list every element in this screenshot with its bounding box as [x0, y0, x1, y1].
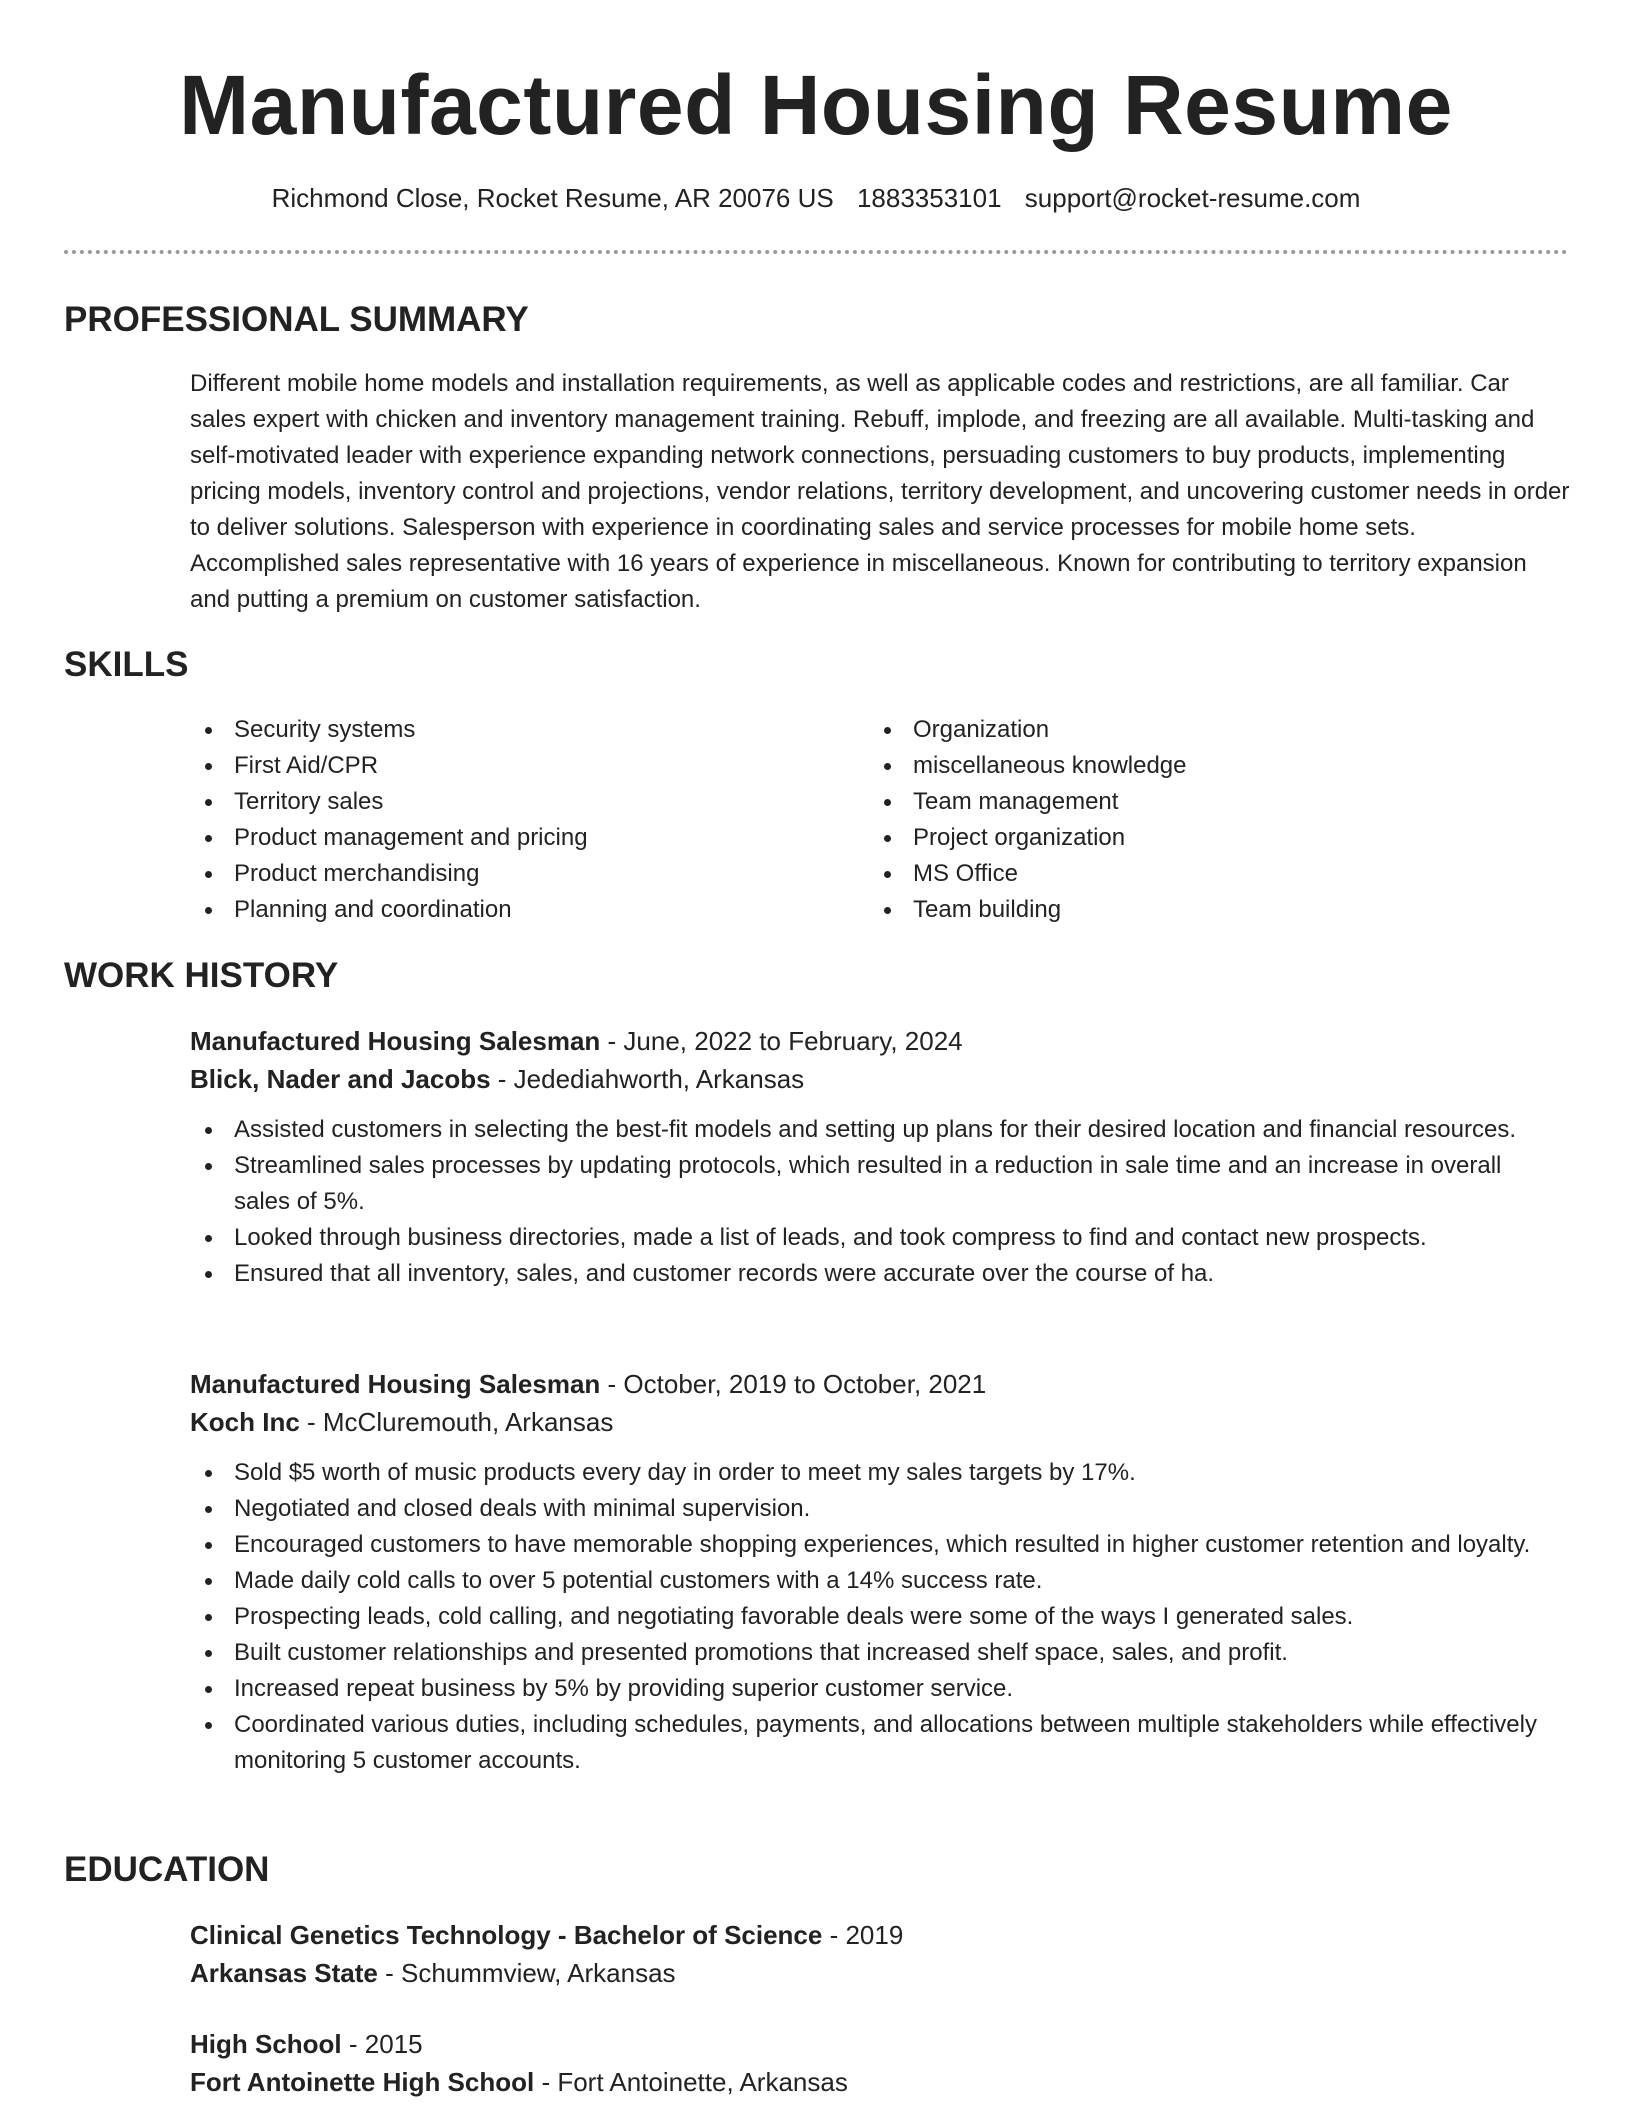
- degree-line: [190, 2025, 1570, 2063]
- job-entry: [190, 1365, 1570, 1779]
- school-line: [190, 1954, 1570, 1992]
- contact-address: Richmond Close, Rocket Resume, AR 20076 US: [271, 183, 834, 213]
- skill-item: First Aid/CPR: [190, 748, 850, 784]
- job-bullet: Ensured that all inventory, sales, and customer records were accurate over the course of ha.: [190, 1256, 1560, 1292]
- school-name: Fort Antoinette High School: [190, 2067, 535, 2097]
- contact-line: [0, 180, 1632, 216]
- job-bullet: Built customer relationships and presented promotions that increased shelf space, sales, and profit.: [190, 1635, 1560, 1671]
- degree-line: [190, 1916, 1570, 1954]
- work-heading: WORK HISTORY: [64, 956, 339, 995]
- skills-list-right: [869, 712, 1529, 928]
- job-title: Manufactured Housing Salesman: [190, 1369, 601, 1399]
- school-name: Arkansas State: [190, 1958, 378, 1988]
- skill-item: Product management and pricing: [190, 820, 850, 856]
- job-location: - Jedediahworth, Arkansas: [490, 1064, 805, 1094]
- job-title: Manufactured Housing Salesman: [190, 1026, 601, 1056]
- job-dates: - October, 2019 to October, 2021: [600, 1369, 987, 1399]
- job-bullet: Sold $5 worth of music products every day in order to meet my sales targets by 17%.: [190, 1455, 1560, 1491]
- job-company-line: [190, 1060, 1570, 1098]
- degree-year: - 2015: [341, 2029, 423, 2059]
- education-entry: [190, 1916, 1570, 1992]
- job-title-line: [190, 1365, 1570, 1403]
- skill-item: Team management: [869, 784, 1529, 820]
- job-bullet: Assisted customers in selecting the best-fit models and setting up plans for their desired location and financial resources.: [190, 1112, 1560, 1148]
- job-bullet: Encouraged customers to have memorable shopping experiences, which resulted in higher customer retention and loyalty.: [190, 1527, 1560, 1563]
- skill-item: Territory sales: [190, 784, 850, 820]
- school-location: - Schummview, Arkansas: [377, 1958, 676, 1988]
- job-dates: - June, 2022 to February, 2024: [600, 1026, 963, 1056]
- job-company-line: [190, 1403, 1570, 1441]
- skills-list-left: [190, 712, 850, 928]
- degree-year: - 2019: [822, 1920, 904, 1950]
- skill-item: Team building: [869, 892, 1529, 928]
- resume-title: Manufactured Housing Resume: [179, 58, 1453, 152]
- degree-name: High School: [190, 2029, 342, 2059]
- skills-heading: SKILLS: [64, 645, 189, 684]
- job-company: Blick, Nader and Jacobs: [190, 1064, 491, 1094]
- job-entry: [190, 1022, 1570, 1292]
- job-title-line: [190, 1022, 1570, 1060]
- job-bullet: Negotiated and closed deals with minimal supervision.: [190, 1491, 1560, 1527]
- skill-item: MS Office: [869, 856, 1529, 892]
- job-bullets: [190, 1455, 1560, 1779]
- job-bullet: Coordinated various duties, including schedules, payments, and allocations between multiple stakeholders while effectively monitoring 5 customer accounts.: [190, 1707, 1560, 1779]
- summary-heading: PROFESSIONAL SUMMARY: [64, 300, 529, 339]
- job-bullets: [190, 1112, 1560, 1292]
- job-bullet: Looked through business directories, made a list of leads, and took compress to find and contact new prospects.: [190, 1220, 1560, 1256]
- job-bullet: Prospecting leads, cold calling, and negotiating favorable deals were some of the ways I generated sales.: [190, 1599, 1560, 1635]
- school-line: [190, 2063, 1570, 2101]
- education-heading: EDUCATION: [64, 1850, 270, 1889]
- header-divider: [64, 250, 1568, 254]
- job-bullet: Streamlined sales processes by updating protocols, which resulted in a reduction in sale time and an increase in overall sales of 5%.: [190, 1148, 1560, 1220]
- skill-item: Organization: [869, 712, 1529, 748]
- job-bullet: Made daily cold calls to over 5 potential customers with a 14% success rate.: [190, 1563, 1560, 1599]
- skill-item: miscellaneous knowledge: [869, 748, 1529, 784]
- skill-item: Project organization: [869, 820, 1529, 856]
- summary-text: Different mobile home models and installation requirements, as well as applicable codes and restrictions, are all familiar. Car sales expert with chicken and inventory management training. Rebuff, implode, and freezing are all available. Multi-tasking and self-motivated leader with experience expanding network connections, persuading customers to buy products, implementing pricing models, inventory control and projections, vendor relations, territory development, and uncovering customer needs in order to deliver solutions. Salesperson with experience in coordinating sales and service processes for mobile home sets. Accomplished sales representative with 16 years of experience in miscellaneous. Known for contributing to territory expansion and putting a premium on customer satisfaction.: [190, 370, 1570, 613]
- degree-name: Clinical Genetics Technology - Bachelor of Science: [190, 1920, 823, 1950]
- skill-item: Security systems: [190, 712, 850, 748]
- school-location: - Fort Antoinette, Arkansas: [534, 2067, 848, 2097]
- skill-item: Product merchandising: [190, 856, 850, 892]
- education-entry: [190, 2025, 1570, 2101]
- job-company: Koch Inc: [190, 1407, 300, 1437]
- skill-item: Planning and coordination: [190, 892, 850, 928]
- contact-phone: 1883353101: [856, 183, 1002, 213]
- contact-email: support@rocket-resume.com: [1024, 183, 1361, 213]
- job-bullet: Increased repeat business by 5% by providing superior customer service.: [190, 1671, 1560, 1707]
- job-location: - McCluremouth, Arkansas: [299, 1407, 614, 1437]
